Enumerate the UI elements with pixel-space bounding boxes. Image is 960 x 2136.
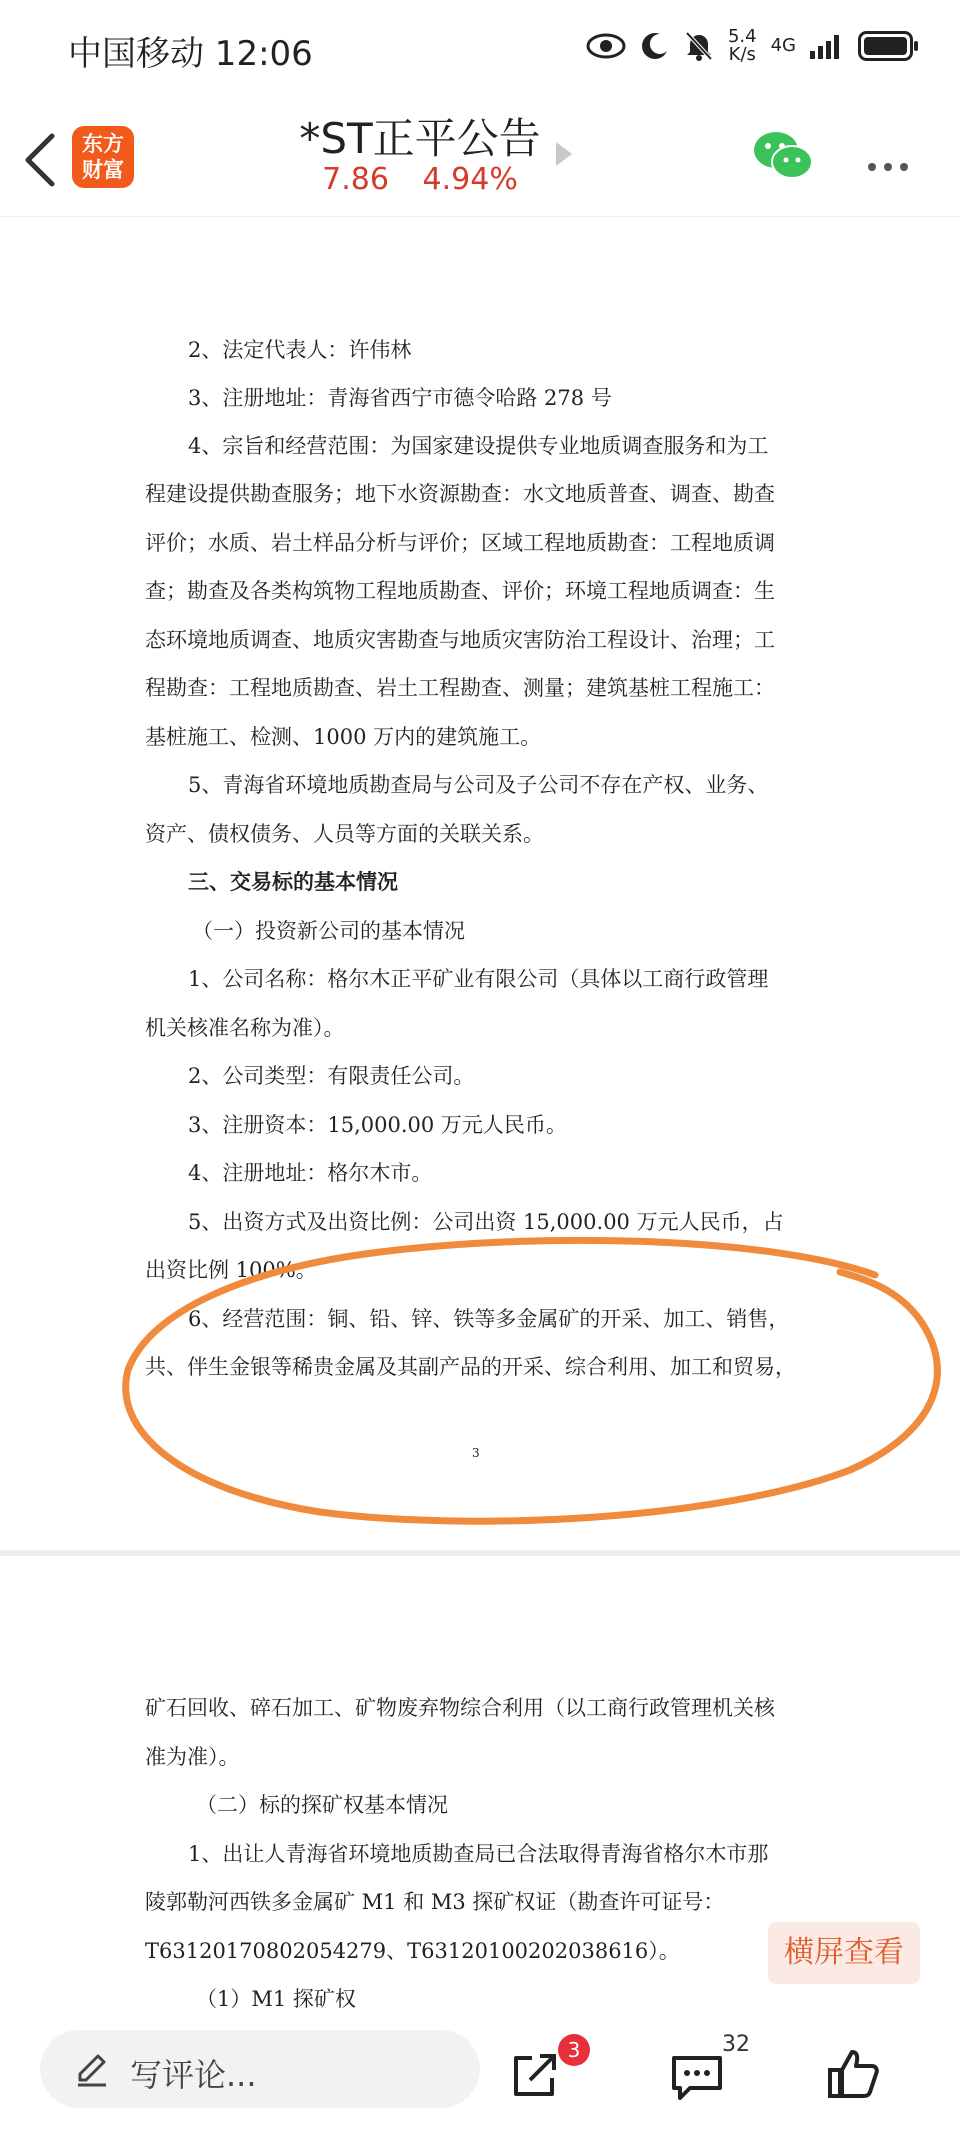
doc-line: 5、青海省环境地质勘查局与公司及子公司不存在产权、业务、 [188,773,769,797]
doc-line: 程建设提供勘查服务；地下水资源勘查：水文地质普查、调查、勘查 [145,482,775,506]
share-badge: 3 [558,2034,590,2066]
carrier-time: 中国移动 12:06 [68,34,313,74]
doc-line: 态环境地质调查、地质灾害勘查与地质灾害防治工程设计、治理；工 [145,628,775,652]
doc-line: 查；勘查及各类构筑物工程地质勘查、评价；环境工程地质调查：生 [145,579,775,603]
landscape-view-button[interactable]: 横屏查看 [768,1922,920,1984]
doc-line: 5、出资方式及出资比例：公司出资 15,000.00 万元人民币，占 [188,1210,784,1234]
doc-line: 4、注册地址：格尔木市。 [188,1161,433,1185]
doc-line: 陵郭勒河西铁多金属矿 M1 和 M3 探矿权证（勘查许可证号： [145,1890,725,1914]
doc-line: 1、公司名称：格尔木正平矿业有限公司（具体以工商行政管理 [188,967,769,991]
doc-line: 1、出让人青海省环境地质勘查局已合法取得青海省格尔木市那 [188,1842,769,1866]
share-icon[interactable] [510,2050,562,2100]
doc-line: （一）投资新公司的基本情况 [192,919,465,943]
doc-line: 机关核准名称为准）。 [145,1016,345,1040]
thumbs-up-icon[interactable] [826,2048,880,2100]
doc-line: 4、宗旨和经营范围：为国家建设提供专业地质调查服务和为工 [188,434,769,458]
doc-line: 准为准）。 [145,1745,240,1769]
doc-line: 资产、债权债务、人员等方面的关联关系。 [145,822,544,846]
doc-line: T63120170802054279、T63120100202038616）。 [145,1939,680,1963]
network-type: 4G [770,35,796,56]
section-heading: 三、交易标的基本情况 [188,869,398,894]
doc-line: 基桩施工、检测、1000 万内的建筑施工。 [145,725,542,749]
doc-line: 3、注册资本：15,000.00 万元人民币。 [188,1113,567,1137]
comment-count: 32 [722,2032,750,2057]
comment-icon[interactable] [670,2052,724,2102]
page-separator [0,1550,960,1556]
doc-line: 矿石回收、碎石加工、矿物废弃物综合利用（以工商行政管理机关核 [145,1696,775,1720]
doc-line: 3、注册地址：青海省西宁市德令哈路 278 号 [188,386,612,410]
comment-input[interactable] [40,2030,480,2108]
doc-line: 6、经营范围：铜、铅、锌、铁等多金属矿的开采、加工、销售， [188,1307,790,1331]
doc-line: 共、伴生金银等稀贵金属及其副产品的开采、综合利用、加工和贸易， [145,1355,796,1379]
doc-line: （1）M1 探矿权 [196,1987,356,2011]
doc-line: 程勘查：工程地质勘查、岩土工程勘查、测量；建筑基桩工程施工： [145,676,775,700]
doc-line: 2、法定代表人：许伟林 [188,338,412,362]
doc-line: 评价；水质、岩土样品分析与评价；区域工程地质勘查：工程地质调 [145,531,775,555]
comment-placeholder: 写评论... [130,2056,257,2094]
doc-line: 出资比例 100%。 [145,1258,317,1282]
stock-change: 4.94% [422,162,518,197]
page-title: *ST正平公告 [299,114,541,163]
doc-line: 2、公司类型：有限责任公司。 [188,1064,475,1088]
doc-line: （二）标的探矿权基本情况 [196,1793,448,1817]
pencil-icon [74,2052,110,2088]
stock-price: 7.86 [322,162,389,197]
eastmoney-logo[interactable]: 东方 财富 [72,126,134,188]
network-speed: 5.4 K/s [727,26,757,65]
page-number: 3 [472,1446,480,1460]
bottom-action-bar [0,2012,960,2136]
